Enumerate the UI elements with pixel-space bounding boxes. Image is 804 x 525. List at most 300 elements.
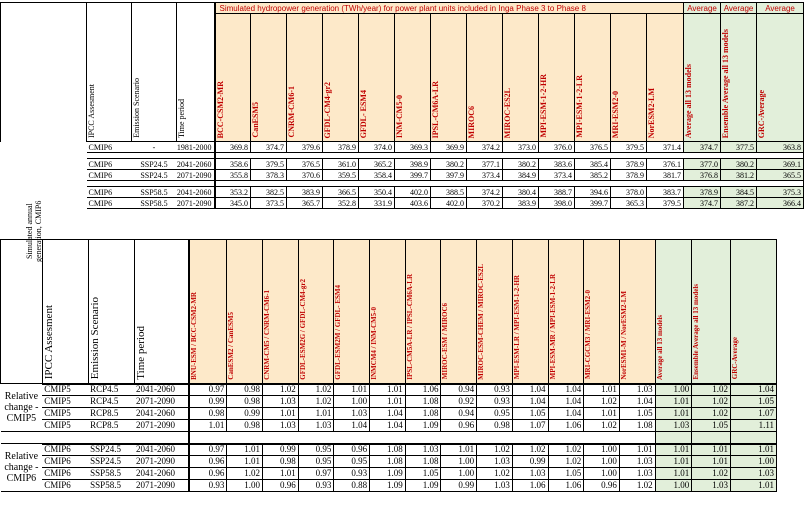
bottom-model-header bbox=[477, 240, 513, 384]
bottom-period-cell: 2071-2090 bbox=[134, 456, 189, 468]
bottom-value-cell: 1.01 bbox=[263, 468, 299, 480]
bottom-value-cell: 1.04 bbox=[548, 384, 584, 396]
bottom-average-name: Ensemble Average all 13 models bbox=[692, 283, 701, 380]
bottom-ipcc-cell: CMIP5 bbox=[42, 420, 88, 432]
top-value-cell: 376.5 bbox=[575, 142, 611, 153]
bottom-value-cell: 1.05 bbox=[405, 468, 441, 480]
bottom-value-cell: 1.09 bbox=[370, 468, 406, 480]
top-period-cell: 1981-2000 bbox=[177, 142, 215, 153]
bottom-value-cell: 1.09 bbox=[405, 420, 441, 432]
top-ipcc-cell: CMIP6 bbox=[87, 159, 132, 170]
top-value-cell: 379.5 bbox=[647, 198, 684, 209]
bottom-value-cell: 1.05 bbox=[619, 408, 655, 420]
bottom-value-cell: 1.02 bbox=[263, 384, 299, 396]
top-value-cell: 369.8 bbox=[215, 142, 251, 153]
bottom-average-cell: 1.01 bbox=[655, 396, 692, 408]
bottom-average-cell: 1.01 bbox=[692, 456, 731, 468]
bottom-value-cell: 1.03 bbox=[334, 408, 370, 420]
bottom-value-cell: 1.01 bbox=[189, 420, 227, 432]
bottom-value-cell: 0.88 bbox=[334, 480, 370, 492]
bottom-value-cell: 1.05 bbox=[548, 468, 584, 480]
top-value-cell: 369.3 bbox=[395, 142, 431, 153]
top-value-cell: 383.9 bbox=[287, 187, 323, 198]
top-ipcc-cell: CMIP6 bbox=[87, 187, 132, 198]
bottom-model-name: MIROC-ESM / MIROC6 bbox=[441, 303, 450, 380]
top-model-header bbox=[359, 14, 395, 142]
bottom-value-cell: 0.93 bbox=[477, 384, 513, 396]
top-value-cell: 378.9 bbox=[611, 170, 647, 181]
bottom-value-cell: 1.04 bbox=[548, 396, 584, 408]
bottom-model-header bbox=[189, 240, 227, 384]
top-value-cell: 374.7 bbox=[251, 142, 287, 153]
top-model-name: GFDL-CM4-gr2 bbox=[323, 81, 332, 138]
bottom-average-cell: 1.00 bbox=[655, 384, 692, 396]
bottom-scenario-cell: SSP24.5 bbox=[88, 456, 134, 468]
top-average-cell: 375.3 bbox=[757, 187, 804, 198]
bottom-model-name: CanESM2 / CanESM5 bbox=[227, 311, 236, 380]
bottom-value-cell: 0.98 bbox=[227, 420, 263, 432]
bottom-average-cell: 1.01 bbox=[655, 456, 692, 468]
bottom-model-header bbox=[584, 240, 620, 384]
bottom-value-cell: 0.92 bbox=[441, 396, 477, 408]
bottom-value-cell: 1.03 bbox=[263, 420, 299, 432]
bottom-value-cell: 1.01 bbox=[584, 408, 620, 420]
bottom-value-cell: 1.06 bbox=[548, 480, 584, 492]
top-value-cell: 365.2 bbox=[359, 159, 395, 170]
top-value-cell: 371.4 bbox=[647, 142, 684, 153]
bottom-value-cell: 1.01 bbox=[370, 384, 406, 396]
bottom-value-cell: 0.98 bbox=[227, 396, 263, 408]
top-value-cell: 366.5 bbox=[323, 187, 359, 198]
bottom-average-header bbox=[655, 240, 692, 384]
top-model-name: GFDL- ESM4 bbox=[359, 89, 368, 138]
bottom-model-name: GFDL-ESM2M / GFDL- ESM4 bbox=[334, 284, 343, 380]
top-value-cell: 350.4 bbox=[359, 187, 395, 198]
bottom-value-cell: 0.99 bbox=[189, 396, 227, 408]
bottom-value-cell: 1.03 bbox=[477, 456, 513, 468]
bottom-ipcc-header bbox=[42, 240, 88, 384]
bottom-model-name: MIROC-ESM-CHEM / MIROC-ES2L bbox=[477, 263, 486, 380]
top-model-header bbox=[287, 14, 323, 142]
top-row-spacer bbox=[1, 187, 87, 198]
top-average-cell: 374.7 bbox=[684, 198, 721, 209]
bottom-value-cell: 1.01 bbox=[227, 444, 263, 456]
bottom-value-cell: 0.95 bbox=[334, 456, 370, 468]
top-value-cell: 381.7 bbox=[647, 170, 684, 181]
bottom-value-cell: 1.03 bbox=[619, 384, 655, 396]
bottom-value-cell: 1.02 bbox=[227, 468, 263, 480]
top-scenario-cell: SSP58.5 bbox=[132, 198, 177, 209]
top-model-name: CanESM5 bbox=[251, 102, 260, 138]
top-ipcc-cell: CMIP6 bbox=[87, 198, 132, 209]
top-value-cell: 378.9 bbox=[611, 159, 647, 170]
bottom-average-cell: 1.03 bbox=[692, 480, 731, 492]
top-scenario-cell: - bbox=[132, 142, 177, 153]
bottom-value-cell: 1.04 bbox=[548, 408, 584, 420]
bottom-value-cell: 1.03 bbox=[477, 480, 513, 492]
bottom-ipcc-cell: CMIP6 bbox=[42, 456, 88, 468]
top-value-cell: 398.9 bbox=[395, 159, 431, 170]
bottom-model-name: MRI-CGCM3 / MRI-ESM2-0 bbox=[584, 290, 593, 380]
top-model-name: INM-CM5-0 bbox=[395, 94, 404, 138]
top-scenario-cell: SSP58.5 bbox=[132, 187, 177, 198]
top-average-header bbox=[684, 14, 721, 142]
bottom-period-cell: 2041-2060 bbox=[134, 408, 189, 420]
bottom-value-cell: 0.96 bbox=[334, 444, 370, 456]
bottom-value-cell: 0.96 bbox=[189, 456, 227, 468]
top-value-cell: 353.2 bbox=[215, 187, 251, 198]
bottom-scenario-cell: RCP8.5 bbox=[88, 408, 134, 420]
top-value-cell: 345.0 bbox=[215, 198, 251, 209]
top-value-cell: 385.2 bbox=[575, 170, 611, 181]
bottom-average-cell: 1.01 bbox=[655, 444, 692, 456]
bottom-value-cell: 1.01 bbox=[298, 408, 334, 420]
top-model-name: MPI-ESM-1-2-LR bbox=[575, 75, 584, 138]
top-value-cell: 359.5 bbox=[323, 170, 359, 181]
bottom-value-cell: 0.96 bbox=[189, 468, 227, 480]
top-average-header bbox=[721, 14, 757, 142]
top-avg-label-3: Average bbox=[757, 3, 804, 14]
top-value-cell: 374.0 bbox=[359, 142, 395, 153]
bottom-ipcc-text: IPCC Assesment bbox=[42, 305, 55, 380]
top-period-cell: 2041-2060 bbox=[177, 187, 215, 198]
top-value-cell: 370.2 bbox=[467, 198, 503, 209]
bottom-value-cell: 1.08 bbox=[370, 444, 406, 456]
top-average-cell: 369.1 bbox=[757, 159, 804, 170]
bottom-value-cell: 1.08 bbox=[619, 420, 655, 432]
bottom-average-cell: 1.04 bbox=[731, 384, 777, 396]
top-value-cell: 383.9 bbox=[503, 198, 539, 209]
bottom-value-cell: 1.04 bbox=[334, 420, 370, 432]
top-model-name: MIROC-ES2L bbox=[503, 87, 512, 138]
top-average-header bbox=[757, 14, 804, 142]
top-side-label: Simulated annual generation, CMIP6 bbox=[25, 200, 43, 262]
top-model-header bbox=[575, 14, 611, 142]
bottom-ipcc-cell: CMIP6 bbox=[42, 444, 88, 456]
top-corner-cell bbox=[1, 3, 87, 142]
bottom-average-name: GRC-Average bbox=[731, 337, 740, 380]
bottom-value-cell: 1.03 bbox=[512, 468, 548, 480]
top-value-cell: 352.8 bbox=[323, 198, 359, 209]
bottom-model-name: IPSL-CM5A-LR / IPSL-CM6A-LR bbox=[405, 273, 414, 380]
top-ipcc-header: IPCC Assesment bbox=[87, 3, 132, 142]
bottom-scenario-cell: SSP58.5 bbox=[88, 480, 134, 492]
top-value-cell: 376.1 bbox=[647, 159, 684, 170]
top-model-header bbox=[251, 14, 287, 142]
bottom-model-header bbox=[334, 240, 370, 384]
bottom-value-cell: 1.04 bbox=[512, 396, 548, 408]
top-model-name: MRI-ESM2-0 bbox=[611, 90, 620, 138]
top-value-cell: 399.7 bbox=[575, 198, 611, 209]
bottom-value-cell: 1.01 bbox=[441, 444, 477, 456]
top-value-cell: 376.5 bbox=[287, 159, 323, 170]
top-model-name: MIROC6 bbox=[467, 105, 476, 138]
bottom-model-name: INMCM4 / INM-CM5-0 bbox=[370, 306, 379, 380]
bottom-value-cell: 1.00 bbox=[584, 456, 620, 468]
bottom-average-header bbox=[692, 240, 731, 384]
bottom-value-cell: 0.96 bbox=[584, 480, 620, 492]
bottom-period-cell: 2071-2090 bbox=[134, 396, 189, 408]
top-value-cell: 374.2 bbox=[467, 142, 503, 153]
top-value-cell: 379.6 bbox=[287, 142, 323, 153]
bottom-average-cell: 1.03 bbox=[731, 468, 777, 480]
bottom-model-header bbox=[619, 240, 655, 384]
top-model-name: CNRM-CM6-1 bbox=[287, 86, 296, 138]
top-average-name: Ensemble Average all 13 models bbox=[721, 28, 731, 138]
bottom-average-cell: 1.01 bbox=[731, 444, 777, 456]
top-value-cell: 402.0 bbox=[395, 187, 431, 198]
bottom-value-cell: 1.03 bbox=[619, 468, 655, 480]
bottom-model-header bbox=[227, 240, 263, 384]
bottom-value-cell: 1.01 bbox=[370, 396, 406, 408]
bottom-value-cell: 0.93 bbox=[334, 468, 370, 480]
top-model-header bbox=[395, 14, 431, 142]
bottom-value-cell: 1.02 bbox=[548, 456, 584, 468]
bottom-value-cell: 0.98 bbox=[477, 420, 513, 432]
top-average-cell: 381.2 bbox=[721, 170, 757, 181]
bottom-value-cell: 0.99 bbox=[441, 480, 477, 492]
bottom-group-label: Relative change - CMIP6 bbox=[1, 444, 43, 492]
bottom-average-cell: 1.02 bbox=[692, 396, 731, 408]
top-average-cell: 363.8 bbox=[757, 142, 804, 153]
top-period-cell: 2071-2090 bbox=[177, 198, 215, 209]
bottom-scenario-cell: RCP4.5 bbox=[88, 396, 134, 408]
bottom-value-cell: 1.00 bbox=[227, 480, 263, 492]
bottom-value-cell: 0.94 bbox=[441, 408, 477, 420]
bottom-model-header bbox=[512, 240, 548, 384]
top-value-cell: 397.9 bbox=[431, 170, 467, 181]
bottom-value-cell: 0.99 bbox=[512, 456, 548, 468]
bottom-model-header bbox=[370, 240, 406, 384]
bottom-value-cell: 1.08 bbox=[405, 396, 441, 408]
bottom-value-cell: 1.02 bbox=[298, 396, 334, 408]
top-row-spacer bbox=[1, 142, 87, 153]
top-average-name: Average all 13 models bbox=[684, 63, 694, 138]
bottom-ipcc-cell: CMIP6 bbox=[42, 468, 88, 480]
top-value-cell: 380.2 bbox=[503, 159, 539, 170]
top-value-cell: 402.0 bbox=[431, 198, 467, 209]
bottom-value-cell: 1.08 bbox=[370, 456, 406, 468]
bottom-value-cell: 0.93 bbox=[477, 396, 513, 408]
bottom-scenario-cell: SSP24.5 bbox=[88, 444, 134, 456]
bottom-value-cell: 1.02 bbox=[548, 444, 584, 456]
bottom-value-cell: 0.94 bbox=[441, 384, 477, 396]
bottom-model-header bbox=[548, 240, 584, 384]
top-average-cell: 377.0 bbox=[684, 159, 721, 170]
simulated-generation-table bbox=[0, 2, 804, 209]
bottom-value-cell: 1.04 bbox=[370, 420, 406, 432]
top-value-cell: 331.9 bbox=[359, 198, 395, 209]
bottom-average-cell: 1.07 bbox=[731, 408, 777, 420]
top-value-cell: 373.0 bbox=[503, 142, 539, 153]
top-scenario-header: Emission Scenario bbox=[132, 3, 177, 142]
bottom-value-cell: 1.08 bbox=[405, 408, 441, 420]
bottom-average-cell: 1.00 bbox=[655, 480, 692, 492]
bottom-corner-cell bbox=[1, 240, 43, 384]
bottom-model-header bbox=[298, 240, 334, 384]
top-value-cell: 358.6 bbox=[215, 159, 251, 170]
top-value-cell: 379.5 bbox=[611, 142, 647, 153]
bottom-average-cell: 1.01 bbox=[655, 468, 692, 480]
top-value-cell: 383.7 bbox=[647, 187, 684, 198]
bottom-value-cell: 0.95 bbox=[477, 408, 513, 420]
top-value-cell: 376.0 bbox=[539, 142, 575, 153]
top-value-cell: 378.3 bbox=[251, 170, 287, 181]
top-value-cell: 370.6 bbox=[287, 170, 323, 181]
bottom-model-header bbox=[405, 240, 441, 384]
bottom-value-cell: 0.97 bbox=[298, 468, 334, 480]
top-average-cell: 387.2 bbox=[721, 198, 757, 209]
top-row-spacer bbox=[1, 170, 87, 181]
top-avg-label-2: Average bbox=[721, 3, 757, 14]
bottom-ipcc-cell: CMIP5 bbox=[42, 384, 88, 396]
bottom-period-header bbox=[134, 240, 189, 384]
top-scenario-cell: SSP24.5 bbox=[132, 159, 177, 170]
top-average-cell: 377.5 bbox=[721, 142, 757, 153]
top-value-cell: 399.7 bbox=[395, 170, 431, 181]
bottom-value-cell: 1.01 bbox=[263, 408, 299, 420]
bottom-value-cell: 1.09 bbox=[370, 480, 406, 492]
top-banner: Simulated hydropower generation (TWh/year) for power plant units included in Inga Phase 3 to Phase 8 bbox=[215, 3, 684, 14]
top-model-name: NorESM2-LM bbox=[647, 87, 656, 138]
bottom-value-cell: 1.04 bbox=[512, 384, 548, 396]
top-value-cell: 358.4 bbox=[359, 170, 395, 181]
top-average-cell: 366.4 bbox=[757, 198, 804, 209]
top-model-name: BCC-CSM2-MR bbox=[215, 80, 225, 138]
top-value-cell: 365.3 bbox=[611, 198, 647, 209]
bottom-average-cell: 1.02 bbox=[692, 408, 731, 420]
bottom-period-text: Time period bbox=[134, 325, 147, 380]
top-value-cell: 403.6 bbox=[395, 198, 431, 209]
top-avg-label-1: Average bbox=[684, 3, 721, 14]
top-value-cell: 398.0 bbox=[539, 198, 575, 209]
bottom-period-cell: 2071-2090 bbox=[134, 480, 189, 492]
bottom-average-name: Average all 13 models bbox=[655, 314, 664, 380]
top-average-cell: 378.9 bbox=[684, 187, 721, 198]
bottom-value-cell: 1.04 bbox=[370, 408, 406, 420]
top-value-cell: 385.4 bbox=[575, 159, 611, 170]
top-ipcc-cell: CMIP6 bbox=[87, 170, 132, 181]
bottom-average-cell: 1.01 bbox=[692, 444, 731, 456]
top-value-cell: 384.9 bbox=[503, 170, 539, 181]
top-value-cell: 388.5 bbox=[431, 187, 467, 198]
top-average-cell: 365.5 bbox=[757, 170, 804, 181]
bottom-model-name: BNU-ESM / BCC-CSM2-MR bbox=[190, 291, 199, 380]
bottom-value-cell: 0.93 bbox=[298, 480, 334, 492]
bottom-value-cell: 1.03 bbox=[619, 456, 655, 468]
bottom-scenario-cell: RCP8.5 bbox=[88, 420, 134, 432]
top-value-cell: 388.7 bbox=[539, 187, 575, 198]
top-model-header bbox=[503, 14, 539, 142]
bottom-average-cell: 1.05 bbox=[692, 420, 731, 432]
bottom-model-name: MPI-ESM-MR / MPI-ESM-1-2-LR bbox=[548, 274, 557, 380]
top-value-cell: 365.7 bbox=[287, 198, 323, 209]
bottom-value-cell: 1.00 bbox=[584, 468, 620, 480]
bottom-value-cell: 1.06 bbox=[405, 384, 441, 396]
bottom-average-cell: 1.01 bbox=[655, 408, 692, 420]
bottom-value-cell: 0.97 bbox=[189, 384, 227, 396]
bottom-value-cell: 1.00 bbox=[334, 396, 370, 408]
top-row-spacer bbox=[1, 159, 87, 170]
bottom-model-name: CNRM-CM5 / CNRM-CM6-1 bbox=[263, 289, 272, 380]
bottom-period-cell: 2071-2090 bbox=[134, 420, 189, 432]
relative-change-table bbox=[0, 239, 777, 492]
bottom-value-cell: 1.08 bbox=[405, 456, 441, 468]
top-model-name: IPSL-CM6A-LR bbox=[431, 80, 440, 138]
top-value-cell: 369.9 bbox=[431, 142, 467, 153]
top-period-header: Time period bbox=[177, 3, 215, 142]
top-model-header bbox=[647, 14, 684, 142]
top-value-cell: 373.5 bbox=[251, 198, 287, 209]
top-model-header bbox=[611, 14, 647, 142]
top-model-name: MPI-ESM-1-2-HR bbox=[539, 74, 548, 138]
top-scenario-cell: SSP24.5 bbox=[132, 170, 177, 181]
bottom-average-cell: 1.11 bbox=[731, 420, 777, 432]
top-value-cell: 378.0 bbox=[611, 187, 647, 198]
top-value-cell: 394.6 bbox=[575, 187, 611, 198]
bottom-value-cell: 1.00 bbox=[584, 444, 620, 456]
bottom-value-cell: 0.99 bbox=[263, 444, 299, 456]
bottom-value-cell: 1.02 bbox=[584, 420, 620, 432]
bottom-value-cell: 1.01 bbox=[334, 384, 370, 396]
bottom-value-cell: 1.01 bbox=[584, 384, 620, 396]
bottom-value-cell: 1.06 bbox=[512, 480, 548, 492]
top-value-cell: 379.5 bbox=[251, 159, 287, 170]
top-value-cell: 373.4 bbox=[539, 170, 575, 181]
bottom-average-header bbox=[731, 240, 777, 384]
bottom-ipcc-cell: CMIP5 bbox=[42, 408, 88, 420]
top-value-cell: 383.6 bbox=[539, 159, 575, 170]
bottom-value-cell: 1.02 bbox=[512, 444, 548, 456]
top-average-cell: 374.7 bbox=[684, 142, 721, 153]
top-ipcc-cell: CMIP6 bbox=[87, 142, 132, 153]
bottom-value-cell: 1.02 bbox=[298, 384, 334, 396]
top-value-cell: 373.4 bbox=[467, 170, 503, 181]
top-value-cell: 377.1 bbox=[467, 159, 503, 170]
top-model-header bbox=[467, 14, 503, 142]
top-value-cell: 382.5 bbox=[251, 187, 287, 198]
bottom-value-cell: 1.07 bbox=[512, 420, 548, 432]
top-average-cell: 384.5 bbox=[721, 187, 757, 198]
top-value-cell: 355.8 bbox=[215, 170, 251, 181]
top-value-cell: 361.0 bbox=[323, 159, 359, 170]
top-period-cell: 2071-2090 bbox=[177, 170, 215, 181]
bottom-value-cell: 0.96 bbox=[263, 480, 299, 492]
top-value-cell: 374.2 bbox=[467, 187, 503, 198]
top-model-header bbox=[539, 14, 575, 142]
bottom-value-cell: 1.02 bbox=[477, 444, 513, 456]
bottom-value-cell: 1.00 bbox=[441, 456, 477, 468]
bottom-average-cell: 1.02 bbox=[692, 468, 731, 480]
bottom-ipcc-cell: CMIP5 bbox=[42, 396, 88, 408]
bottom-value-cell: 1.09 bbox=[405, 480, 441, 492]
bottom-value-cell: 1.06 bbox=[548, 420, 584, 432]
bottom-value-cell: 1.03 bbox=[405, 444, 441, 456]
bottom-average-cell: 1.02 bbox=[692, 384, 731, 396]
bottom-average-cell: 1.01 bbox=[731, 480, 777, 492]
bottom-value-cell: 0.93 bbox=[189, 480, 227, 492]
bottom-scenario-text: Emission Scenario bbox=[88, 297, 101, 380]
bottom-value-cell: 1.03 bbox=[298, 420, 334, 432]
bottom-value-cell: 0.95 bbox=[298, 456, 334, 468]
bottom-value-cell: 1.02 bbox=[619, 480, 655, 492]
bottom-scenario-cell: RCP4.5 bbox=[88, 384, 134, 396]
bottom-value-cell: 1.02 bbox=[584, 396, 620, 408]
top-period-cell: 2041-2060 bbox=[177, 159, 215, 170]
top-average-cell: 380.2 bbox=[721, 159, 757, 170]
bottom-value-cell: 1.01 bbox=[227, 456, 263, 468]
bottom-model-name: NorESM1-M / NorESM2-LM bbox=[619, 290, 628, 380]
